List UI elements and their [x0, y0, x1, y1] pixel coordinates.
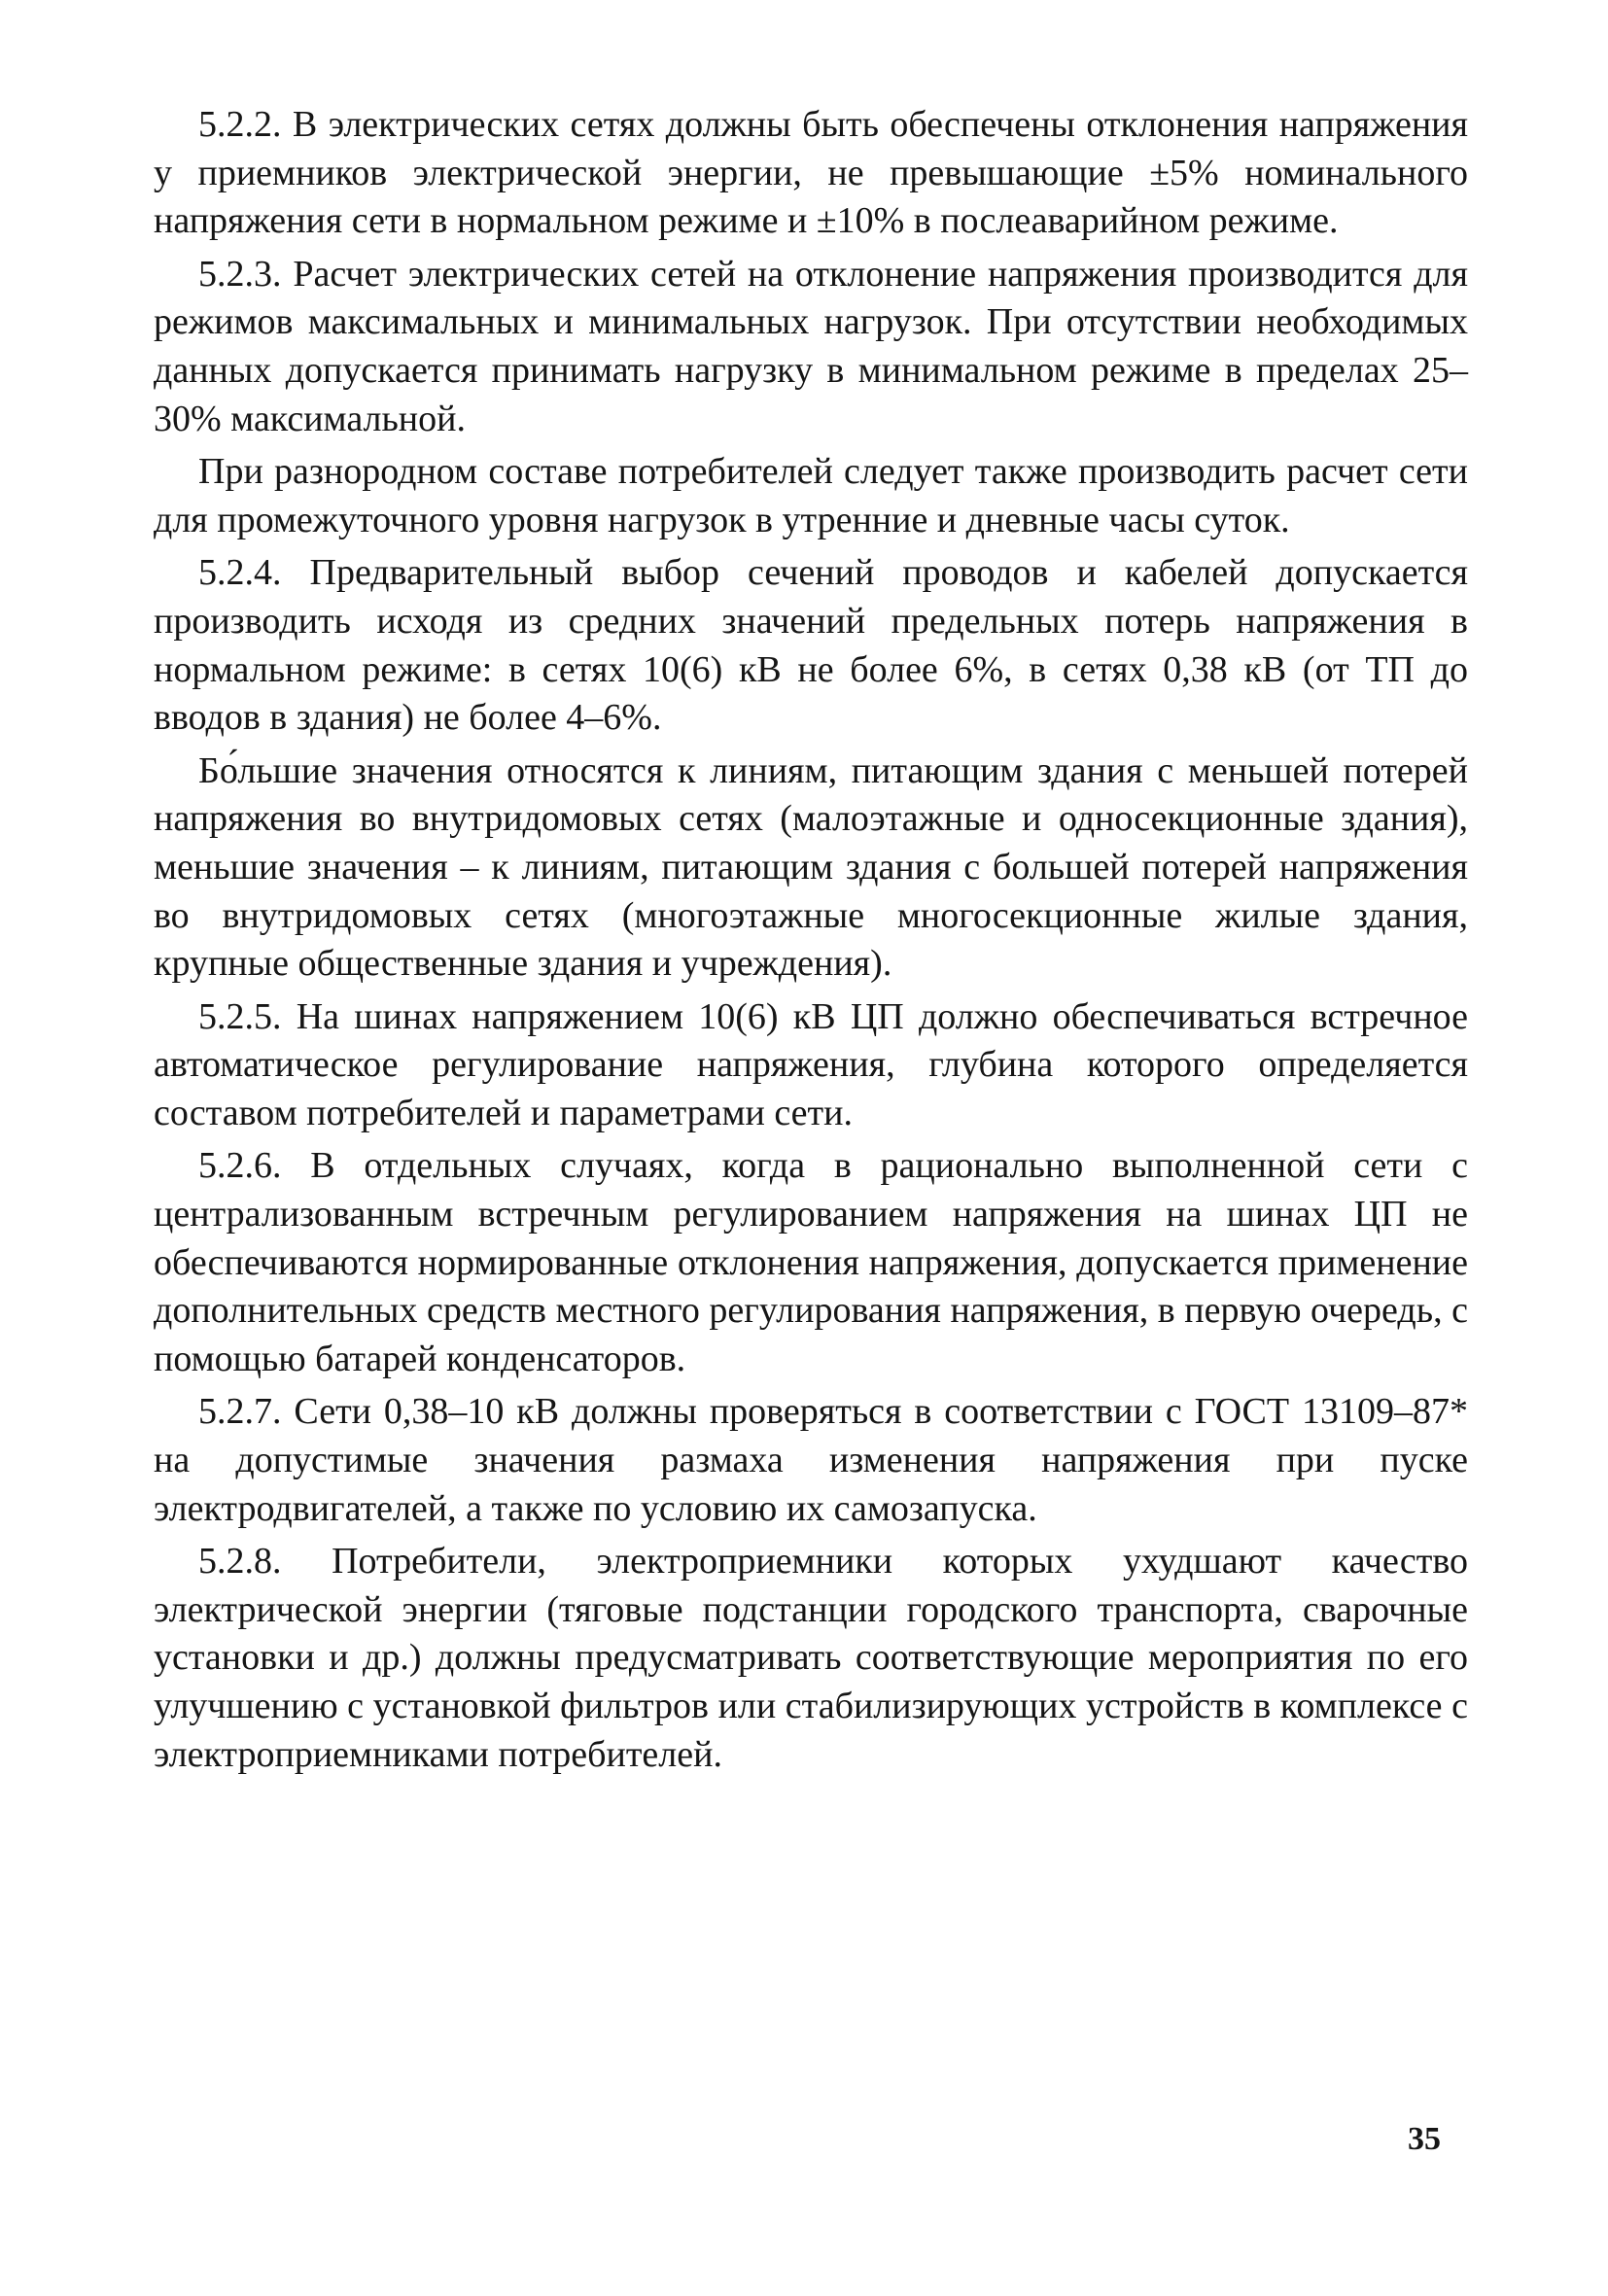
paragraph-5-2-3: 5.2.3. Расчет электрических сетей на отклонение напряжения производится для режимов максимальных и минимальных нагрузок. При отсутствии необходимых данных допускается принимать нагрузку в минимальном режиме в пределах 25–30% максимальной.	[154, 253, 1468, 439]
paragraph-5-2-5: 5.2.5. На шинах напряжением 10(6) кВ ЦП должно обеспечиваться встречное автоматическое регулирование напряжения, глубина которого определяется составом потребителей и параметрами сети.	[154, 995, 1468, 1133]
paragraph-5-2-4: 5.2.4. Предварительный выбор сечений проводов и кабелей допускается производить исходя из средних значений предельных потерь напряжения в нормальном режиме: в сетях 10(6) кВ не более 6%, в сетях 0,38 кВ (от ТП до вводов в здания) не более 4–6%.	[154, 552, 1468, 739]
paragraph-5-2-7: 5.2.7. Сети 0,38–10 кВ должны проверяться в соответствии с ГОСТ 13109–87* на допустимые значения размаха изменения напряжения при пуске электродвигателей, а также по условию их самозапуска.	[154, 1391, 1468, 1529]
paragraph-5-2-4-continued: Бо́льшие значения относятся к линиям, питающим здания с меньшей потерей напряжения во внутридомовых сетях (малоэтажные и односекционные здания), меньшие значения – к линиям, питающим здания с большей потерей напряжения во внутридомовых сетях (многоэтажные многосекционные жилые здания, крупные общественные здания и учреждения).	[154, 749, 1468, 985]
paragraph-5-2-3-continued: При разнородном составе потребителей следует также производить расчет сети для промежуточного уровня нагрузок в утренние и дневные часы суток.	[154, 451, 1468, 540]
paragraph-5-2-8: 5.2.8. Потребители, электроприемники которых ухудшают качество электрической энергии (тяговые подстанции городского транспорта, сварочные установки и др.) должны предусматривать соответствующие мероприятия по его улучшению с установкой фильтров или стабилизирующих устройств в комплексе с электроприемниками потребителей.	[154, 1541, 1468, 1775]
paragraph-5-2-2: 5.2.2. В электрических сетях должны быть обеспечены отклонения напряжения у приемников электрической энергии, не превышающие ±5% номинального напряжения сети в нормальном режиме и ±10% в послеаварийном режиме.	[154, 104, 1468, 242]
page-number: 35	[1408, 2121, 1441, 2157]
body-text	[154, 101, 1468, 1784]
paragraph-5-2-6: 5.2.6. В отдельных случаях, когда в рационально выполненной сети с централизованным встречным регулированием напряжения на шинах ЦП не обеспечиваются нормированные отклонения напряжения, допускается применение дополнительных средств местного регулирования напряжения, в первую очередь, с помощью батарей конденсаторов.	[154, 1145, 1468, 1379]
